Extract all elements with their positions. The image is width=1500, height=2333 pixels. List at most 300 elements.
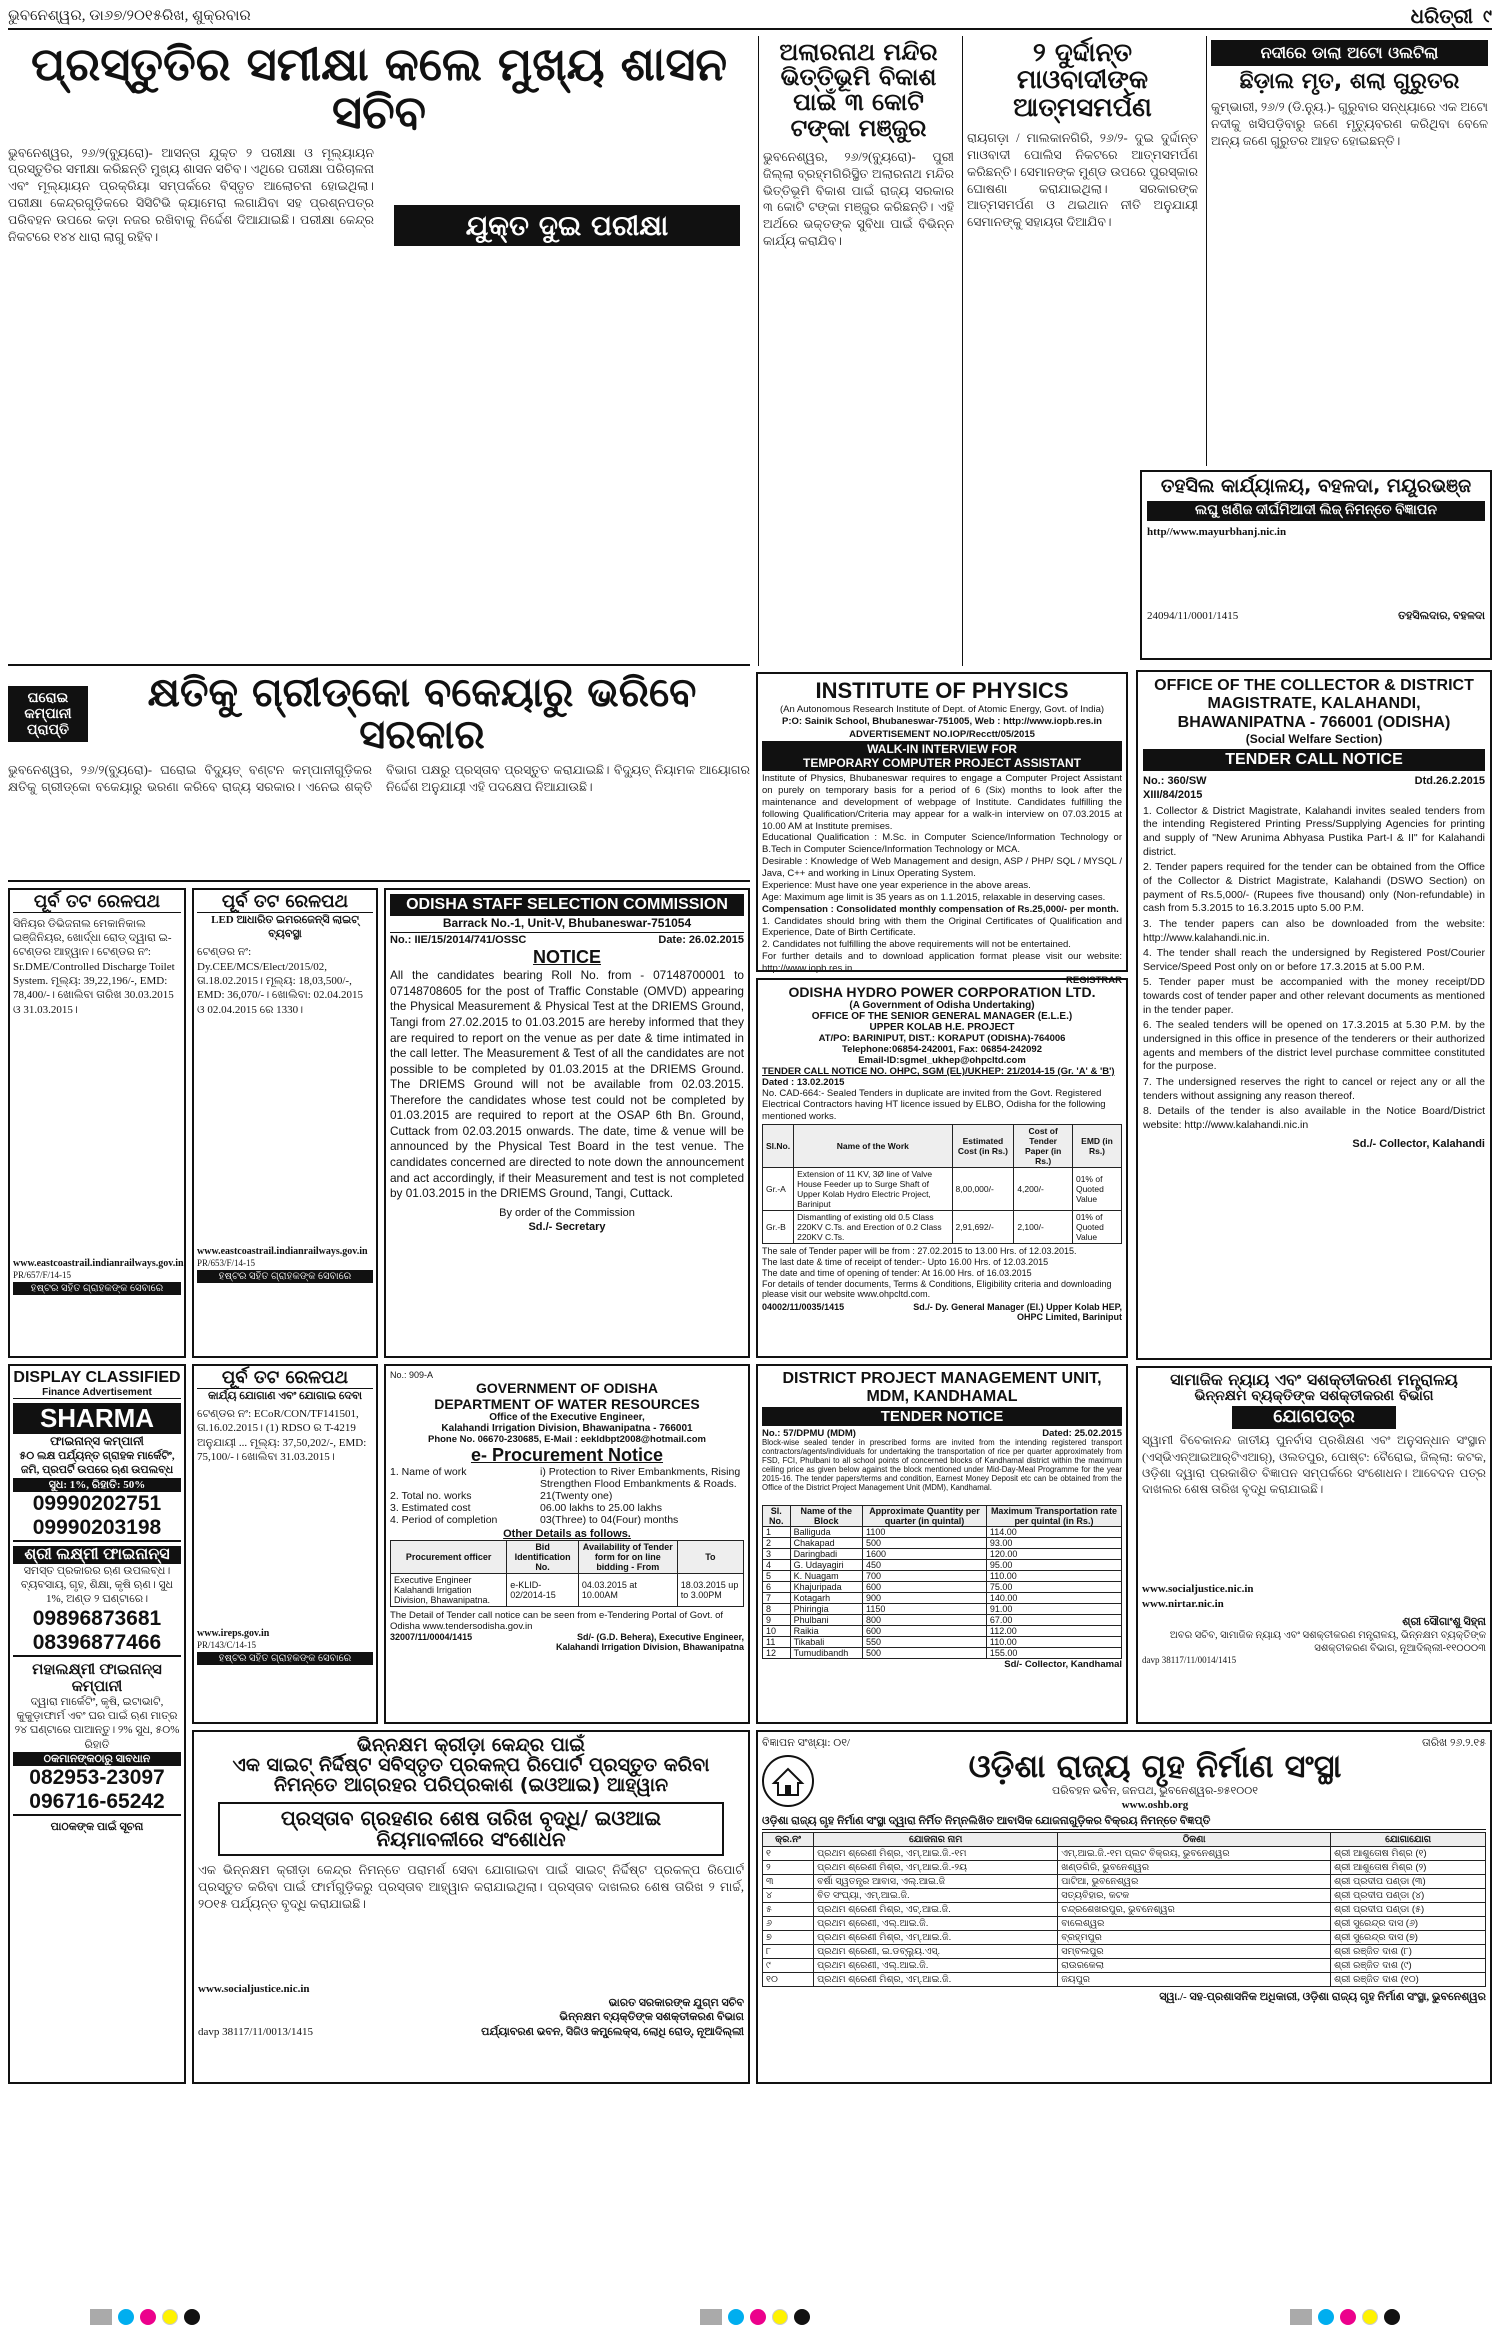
- accident-kicker: ନଦୀରେ ଡାଲା ଅଟୋ ଓଲଟିଲା: [1211, 40, 1488, 66]
- ossc-date: Date: 26.02.2015: [658, 934, 744, 946]
- table-cell: ୧୦: [763, 1972, 814, 1986]
- table-cell: Khajuripada: [790, 1582, 862, 1593]
- registration-marks-right: [1290, 2309, 1400, 2327]
- table-cell: ବାଲେଶ୍ୱର: [1058, 1916, 1331, 1930]
- kalahandi-no2: XIII/84/2015: [1143, 789, 1203, 802]
- social-davp: davp 38117/11/0014/1415: [1142, 1655, 1237, 1666]
- table-cell: ବର୍ଷା ସ୍ୱତନ୍ତ୍ର ଆବାସ, ଏଲ୍‌.ଆଇ.ଜି: [814, 1874, 1058, 1888]
- kandhamal-sign: Sd/- Collector, Kandhamal: [1004, 1659, 1122, 1671]
- ecor2-foot: ହଷ୍ଟର ସହିତ ଗ୍ରାହକଙ୍କ ସେବାରେ: [197, 1270, 373, 1283]
- dowr-field-value: 03(Three) to 04(Four) months: [540, 1514, 679, 1526]
- table-header-cell: Sl.No.: [763, 1125, 794, 1168]
- table-row: [763, 1168, 1122, 1211]
- cyan-dot-icon: [728, 2309, 744, 2325]
- magenta-dot-icon: [140, 2309, 156, 2325]
- dowr-field-value: i) Protection to River Embankments, Rising Strengthen Flood Embankments & Roads.: [540, 1466, 741, 1490]
- iop-age: Age: Maximum age limit is 35 years as on 1.1.2015, relaxable in deserving cases.: [762, 891, 1106, 903]
- ecor3-title: ପୂର୍ବ ତଟ ରେଳପଥ: [197, 1369, 373, 1389]
- table-row: [763, 1972, 1486, 1986]
- osha-web[interactable]: www.oshb.org: [1121, 1799, 1189, 1812]
- table-cell: Gr.-A: [763, 1168, 794, 1211]
- table-cell: ରାଉରକେଲା: [1058, 1958, 1331, 1972]
- grid-kicker: ଘରୋଇ କମ୍ପାନୀ ପ୍ରାପ୍ତି: [8, 686, 88, 742]
- maoist-headline: ୨ ଦୁର୍ଦ୍ଦାନ୍ତ ମାଓବାଦୀଙ୍କ ଆତ୍ମସମର୍ପଣ: [1013, 38, 1152, 123]
- table-cell: 8,00,000/-: [952, 1168, 1014, 1211]
- osha-sign: ସ୍ୱା./- ସହ-ପ୍ରଶାସନିକ ଅଧିକାରୀ, ଓଡ଼ିଶା ରାଜ୍ୟ ଗୃହ ନିର୍ମାଣ ସଂସ୍ଥା, ଭୁବନେଶ୍ୱର: [1159, 1990, 1486, 2003]
- table-row: [763, 1874, 1486, 1888]
- table-row: [763, 1846, 1486, 1860]
- ecor-ad-1: [8, 888, 186, 1358]
- osha-intro: ଓଡ଼ିଶା ରାଜ୍ୟ ଗୃହ ନିର୍ମାଣ ସଂସ୍ଥା ଦ୍ୱାରା ନିର୍ମିତ ନିମ୍ନଲିଖିତ ଆବାସିକ ଯୋଜନାଗୁଡ଼ିକର ବିକ୍ରୟ ନିମନ୍ତେ ବିଜ୍ଞପ୍ତି: [762, 1814, 1486, 1829]
- kalahandi-banner: TENDER CALL NOTICE: [1143, 749, 1485, 771]
- table-cell: ଶ୍ରୀ ରଞ୍ଜିତ ଦାଶ (୯): [1331, 1958, 1486, 1972]
- ecor3-ref: PR/143/C/14-15: [197, 1640, 257, 1651]
- table-cell: ପ୍ରଥମ ଶ୍ରେଣୀ, ଇ.ଡବ୍ଲ୍ୟୁ.ଏସ୍‌.: [814, 1944, 1058, 1958]
- table-header-row: [763, 1832, 1486, 1846]
- ossc-body: All the candidates bearing Roll No. from - 07148700001 to 07148708605 for the post of Traffic Constable (OMVD) appearing the Physical Measurement & Physical Test at the DRIEMS Ground, Tangi from 27.02.2015 to 01.03.2015 are hereby informed that they are required to report on the venue as per date & time intimated in the call letter. The Measurement & Test of all the candidates are not possible to be completed by 01.03.2015 at the DRIEMS Ground. The DRIEMS Ground will not be available from 02.03.2015. Therefore the candidates whose test could not be completed by 01.03.2015 are required to report at the OSAP 6th Bn. Ground, Cuttack from 02.03.2015 onwards. The date, time & venue will be announced by the Physical Test Board in the test venue. The candidates concerned are directed to note down the announcement and act accordingly, if their Measurement and test is not completed by 01.03.2015 in the DRIEMS Ground, Tangi, Cuttack.: [390, 968, 744, 1201]
- table-cell: 110.00: [986, 1571, 1121, 1582]
- table-header-cell: କ୍ର.ନଂ: [763, 1832, 814, 1846]
- dowr-field-key: 4. Period of completion: [390, 1514, 498, 1526]
- table-cell: ସମ୍ବଲପୁର: [1058, 1944, 1331, 1958]
- table-row: [763, 1538, 1122, 1549]
- table-cell: 18.03.2015 up to 3.00PM: [677, 1574, 743, 1607]
- grid-headline: କ୍ଷତିକୁ ଗ୍ରୀଡ୍କୋ ବକେୟାରୁ ଭରିବେ ସରକାର: [147, 670, 697, 758]
- ossc-order: By order of the Commission: [499, 1206, 635, 1219]
- table-cell: 900: [863, 1593, 987, 1604]
- table-row: [763, 1648, 1122, 1659]
- table-cell: 2: [763, 1538, 791, 1549]
- grid-story: [8, 672, 750, 882]
- yellow-dot-icon: [162, 2309, 178, 2325]
- maha-body: ଦ୍ୱାରା ମାର୍କେଟିଂ, କୃଷି, ଇଟାଭାଟି, କୁକୁଡ଼ାଫାର୍ମ ଏବଂ ଘର ପାଇଁ ଋଣ ମାତ୍ର ୨୪ ଘଣ୍ଟାରେ ପାଆନ୍ତୁ। ୨% ସୁଧ, ୫୦% ରିହାତି: [14, 1695, 180, 1751]
- table-cell: 91.00: [986, 1604, 1121, 1615]
- tahasil-ad: [1140, 470, 1492, 660]
- sharma-phone-2[interactable]: 09990203198: [13, 1516, 181, 1542]
- table-cell: ଶ୍ରୀ ପ୍ରଦୀପ ପଣ୍ଡା (୫): [1331, 1902, 1486, 1916]
- table-cell: ଶ୍ରୀ ରଞ୍ଜିତ ଦାଶ (୧୦): [1331, 1972, 1486, 1986]
- ecor3-web[interactable]: www.ireps.gov.in: [197, 1628, 270, 1640]
- yellow-dot-icon: [1362, 2309, 1378, 2325]
- table-cell: 110.00: [986, 1637, 1121, 1648]
- iop-desirable: Desirable : Knowledge of Web Management and design, ASP / PHP/ SQL / MYSQL / Java, C++ and working in Linux Operating System.: [762, 856, 1122, 880]
- dowr-addr: Kalahandi Irrigation Division, Bhawanipatna - 766001: [441, 1423, 693, 1434]
- maha-name: ମହାଲକ୍ଷ୍ମୀ ଫାଇନାନ୍ସ କମ୍ପାନୀ: [32, 1660, 162, 1695]
- table-row: [391, 1574, 744, 1607]
- table-cell: Daringbadi: [790, 1549, 862, 1560]
- laxmi-name: ଶ୍ରୀ ଲକ୍ଷ୍ମୀ ଫାଇନାନ୍ସ: [13, 1546, 181, 1564]
- header-brand: [1411, 4, 1492, 28]
- table-cell: 2,100/-: [1014, 1211, 1073, 1244]
- table-header-cell: Maximum Transportation rate per quintal (in Rs.): [986, 1506, 1121, 1527]
- dowr-title-2: DEPARTMENT OF WATER RESOURCES: [434, 1396, 700, 1412]
- table-cell: 8: [763, 1604, 791, 1615]
- table-cell: 04.03.2015 at 10.00AM: [578, 1574, 677, 1607]
- laxmi-phone-1[interactable]: 09896873681: [32, 1606, 162, 1630]
- table-cell: Phulbani: [790, 1615, 862, 1626]
- table-header-cell: Availability of Tender form for on line bidding - From: [578, 1541, 677, 1574]
- table-header-cell: Name of the Block: [790, 1506, 862, 1527]
- registration-marks: [90, 2309, 200, 2327]
- lead-col2: [384, 145, 750, 705]
- ecor2-ref: PR/653/F/14-15: [197, 1258, 256, 1269]
- social-sign-name: ଶ୍ରୀ ସୌଗାଂଶୁ ସିହ୍ନା: [1402, 1615, 1486, 1628]
- table-row: [763, 1527, 1122, 1538]
- dowr-field-row: [390, 1502, 744, 1514]
- table-cell: ଶ୍ରୀ ପ୍ରଦୀପ ପଣ୍ଡା (୩): [1331, 1874, 1486, 1888]
- table-cell: ବ୍ରହ୍ମପୁର: [1058, 1930, 1331, 1944]
- table-cell: K. Nuagam: [790, 1571, 862, 1582]
- table-cell: 11: [763, 1637, 791, 1648]
- table-cell: 1: [763, 1527, 791, 1538]
- kandhamal-tender: [756, 1364, 1128, 1724]
- table-cell: ପାଟିଆ, ଭୁବନେଶ୍ୱର: [1058, 1874, 1331, 1888]
- grid-body: ଭୁବନେଶ୍ୱର, ୨୬/୨(ବ୍ୟୁରୋ)- ଘରୋଇ ବିଦ୍ୟୁତ୍ ବଣ୍ଟନ କମ୍ପାନୀଗୁଡ଼ିକର କ୍ଷତିକୁ ଗ୍ରୀଡ୍କୋ ବକେୟାରୁ ଭରଣା କରିବେ ରାଜ୍ୟ ସରକାର। ଏନେଇ ଶକ୍ତି ବିଭାଗ ପକ୍ଷରୁ ପ୍ରସ୍ତାବ ପ୍ରସ୍ତୁତ କରାଯାଇଛି। ବିଦ୍ୟୁତ୍ ନିୟାମକ ଆୟୋଗର ନିର୍ଦ୍ଦେଶ ଅନୁଯାୟୀ ଏହି ପଦକ୍ଷେପ ନିଆଯାଉଛି।: [8, 763, 750, 794]
- ohpc-foot1: The sale of Tender paper will be from : 27.02.2015 to 13.00 Hrs. of 12.03.2015.: [762, 1246, 1077, 1257]
- ecor2-web[interactable]: www.eastcoastrail.indianrailways.gov.in: [197, 1246, 368, 1258]
- dowr-field-row: [390, 1466, 744, 1490]
- ossc-addr: Barrack No.-1, Unit-V, Bhubaneswar-751054: [442, 916, 692, 930]
- kandhamal-body: Block-wise sealed tender in prescribed forms are invited from the intending registered transport contractors/agents/individuals for undertaking the transportation of rice per quarter approximately from FSD, FCI, Phulbani to all school points of concerned blocks of Kandhamal district within the maximum ceiling price as given below against the block mentioned under Mid-Day-Meal Programme for the year 2015-16. The tender papers/terms and condition, Earnest Money Deposit etc can be obtained from the Office of the District Project Management Unit (MDM), Kandhamal.: [762, 1439, 1122, 1492]
- dowr-sign: Sd/- (G.D. Behera), Executive Engineer, Kalahandi Irrigation Division, Bhawanipatna: [555, 1632, 744, 1652]
- ohpc-title: ODISHA HYDRO POWER CORPORATION LTD.: [788, 984, 1096, 1000]
- dowr-field-key: 1. Name of work: [390, 1466, 467, 1478]
- social-sign-body: ଅବର ସଚିବ, ସାମାଜିକ ନ୍ୟାୟ ଏବଂ ସଶକ୍ତୀକରଣ ମନ୍ତ୍ରାଳୟ, ଭିନ୍ନକ୍ଷମ ବ୍ୟକ୍ତିଙ୍କ ସଶକ୍ତୀକରଣ ବିଭାଗ, ନୂଆଦିଲ୍ଲୀ-୧୧୦୦୦୩: [1169, 1630, 1486, 1655]
- iop-ad: [756, 672, 1128, 986]
- lead-body-col1: [8, 145, 374, 705]
- table-row: [763, 1958, 1486, 1972]
- ossc-banner: NOTICE: [532, 947, 601, 968]
- dowr-field-value: 21(Twenty one): [540, 1490, 613, 1502]
- dowr-table: [390, 1540, 744, 1607]
- dowr-field-value: 06.00 lakhs to 25.00 lakhs: [540, 1502, 663, 1514]
- table-cell: ୩: [763, 1874, 814, 1888]
- table-row: [763, 1888, 1486, 1902]
- table-cell: ଶ୍ରୀ ଆଶୁତୋଷ ମିଶ୍ର (୧): [1331, 1846, 1486, 1860]
- table-row: [763, 1582, 1122, 1593]
- table-cell: 4: [763, 1560, 791, 1571]
- table-cell: ୭: [763, 1930, 814, 1944]
- sports-sign-1: ଭାରତ ସରକାରଙ୍କ ଯୁଗ୍ମ ସଚିବ: [608, 1997, 744, 2010]
- maoist-body: ରାୟଗଡ଼ା / ମାଲକାନଗିରି, ୨୬/୨- ଦୁଇ ଦୁର୍ଦ୍ଦାନ୍ତ ମାଓବାଦୀ ପୋଲିସ ନିକଟରେ ଆତ୍ମସମର୍ପଣ କରିଛନ୍ତି। ସେମାନଙ୍କ ମୁଣ୍ଡ ଉପରେ ପୁରସ୍କାର ଘୋଷଣା କରାଯାଇଥିଲା। ସରକାରଙ୍କ ଆତ୍ମସମର୍ପଣ ଓ ଥଇଥାନ ନୀତି ଅନୁଯାୟୀ ସେମାନଙ୍କୁ ସହାୟତା ଦିଆଯିବ।: [967, 130, 1198, 230]
- ohpc-date: Dated : 13.02.2015: [762, 1077, 845, 1088]
- ossc-title: ODISHA STAFF SELECTION COMMISSION: [390, 894, 744, 916]
- laxmi-body: ସମସ୍ତ ପ୍ରକାରର ଋଣ ଉପଲବ୍ଧ। ବ୍ୟବସାୟ, ଗୃହ, ଶିକ୍ଷା, କୃଷି ଋଣ। ସୁଧ 1%, ଅଣ୍ଡ ୨ ଘଣ୍ଟାରେ।: [20, 1564, 174, 1606]
- table-header-cell: Cost of Tender Paper (in Rs.): [1014, 1125, 1073, 1168]
- ohpc-proj: UPPER KOLAB H.E. PROJECT: [869, 1022, 1015, 1033]
- ohpc-email: Email-ID:sgmel_ukhep@ohpcltd.com: [858, 1055, 1026, 1066]
- sports-eoi-ad: [192, 1730, 750, 2084]
- table-cell: ପ୍ରଥମ ଶ୍ରେଣୀ, ଏଲ୍‌.ଆଇ.ଜି.: [814, 1916, 1058, 1930]
- black-dot-icon: [794, 2309, 810, 2325]
- table-cell: ୪: [763, 1888, 814, 1902]
- social-sub: ଭିନ୍ନକ୍ଷମ ବ୍ୟକ୍ତିଙ୍କ ସଶକ୍ତୀକରଣ ବିଭାଗ: [1194, 1387, 1434, 1404]
- table-cell: 1600: [863, 1549, 987, 1560]
- classified-sub: Finance Advertisement: [13, 1387, 181, 1399]
- kandhamal-title: DISTRICT PROJECT MANAGEMENT UNIT, MDM, KANDHAMAL: [782, 1370, 1102, 1405]
- table-cell: Extension of 11 KV, 3Ø line of Valve House Feeder up to Surge Shaft of Upper Kolab Hydro Electric Project, Bariniput: [794, 1168, 952, 1211]
- table-cell: Tumudibandh: [790, 1648, 862, 1659]
- iop-note2: 2. Candidates not fulfilling the above requirements will not be entertained.: [762, 939, 1071, 951]
- tahasil-sign: ତହସିଲଦାର, ବହଳଦା: [1398, 610, 1485, 623]
- ohpc-footer: [762, 1246, 1122, 1300]
- table-header-row: [763, 1125, 1122, 1168]
- maha-phone-1[interactable]: 082953-23097: [29, 1766, 165, 1790]
- dowr-details-head: Other Details as follows.: [503, 1528, 631, 1540]
- table-cell: 12: [763, 1648, 791, 1659]
- dowr-banner: e- Procurement Notice: [470, 1445, 664, 1465]
- table-row: [763, 1637, 1122, 1648]
- table-header-cell: Sl. No.: [763, 1506, 791, 1527]
- table-row: [763, 1571, 1122, 1582]
- page-number: ୯: [1483, 5, 1492, 26]
- sports-banner: ପ୍ରସ୍ତାବ ଗ୍ରହଣର ଶେଷ ତାରିଖ ବୃଦ୍ଧି/ ଇଓଆଇ ନିୟମାବଳୀରେ ସଂଶୋଧନ: [218, 1802, 724, 1856]
- table-cell: ୯: [763, 1958, 814, 1972]
- table-cell: Chakapad: [790, 1538, 862, 1549]
- sports-body: ଏକ ଭିନ୍ନକ୍ଷମ କ୍ରୀଡ଼ା କେନ୍ଦ୍ର ନିମନ୍ତେ ପରାମର୍ଶ ସେବା ଯୋଗାଇବା ପାଇଁ ସାଇଟ୍ ନିର୍ଦ୍ଦିଷ୍ଟ ପ୍ରକଳ୍ପ ରିପୋର୍ଟ ପ୍ରସ୍ତୁତ କରିବା ପାଇଁ ଫାର୍ମଗୁଡ଼ିକରୁ ପ୍ରସ୍ତାବ ଆହ୍ୱାନ କରାଯାଇଥିଲା। ପ୍ରସ୍ତାବ ଦାଖଲର ଶେଷ ତାରିଖ ୨ ମାର୍ଚ୍ଚ, ୨୦୧୫ ପର୍ଯ୍ୟନ୍ତ ବୃଦ୍ଧି କରାଯାଇଛି।: [198, 1862, 744, 1911]
- sharma-body: ୫୦ ଲକ୍ଷ ପର୍ଯ୍ୟନ୍ତ ଗ୍ରାହକ ମାର୍କେଟିଂ, ଜମି, ପ୍ରପର୍ଟି ଉପରେ ଋଣ ଉପଲବ୍ଧ: [19, 1450, 175, 1477]
- grey-block-icon: [700, 2309, 722, 2325]
- page-header: [8, 4, 1492, 30]
- iop-body: Institute of Physics, Bhubaneswar requires to engage a Computer Project Assistant on purely on temporary basis for a period of 6 (Six) months to look after the maintenance and development of webpage of Institute. Candidates fulfilling the following Qualification/Criteria may appear for a walk-in interview on 07.03.2015 at 10.00 AM at Institute premises.: [762, 773, 1122, 832]
- kalahandi-item: 7. The undersigned reserves the right to cancel or reject any or all the tenders without assigning any reason thereof.: [1143, 1075, 1485, 1102]
- dowr-field-key: 3. Estimated cost: [390, 1502, 471, 1514]
- table-cell: 114.00: [986, 1527, 1121, 1538]
- table-cell: ପ୍ରଥମ ଶ୍ରେଣୀ ମିଶ୍ର, ଏମ୍‌.ଆଇ.ଜି.: [814, 1930, 1058, 1944]
- ohpc-table: [762, 1124, 1122, 1244]
- classified-title: DISPLAY CLASSIFIED: [13, 1369, 181, 1386]
- dowr-phone: Phone No. 06670-230685, E-Mail : eekldbpt2008@hotmail.com: [427, 1434, 706, 1445]
- grey-block-icon: [1290, 2309, 1312, 2325]
- table-row: [763, 1560, 1122, 1571]
- table-header-cell: Procurement officer: [391, 1541, 507, 1574]
- table-cell: ପ୍ରଥମ ଶ୍ରେଣୀ, ଏଲ୍‌.ଆଇ.ଜି.: [814, 1958, 1058, 1972]
- ecor2-sub: LED ଆଧାରିତ ଇମରଜେନ୍ସି ଲାଇଟ୍ ବ୍ୟବସ୍ଥା: [211, 913, 359, 941]
- table-cell: 155.00: [986, 1648, 1121, 1659]
- table-cell: 01% of Quoted Value: [1072, 1168, 1121, 1211]
- kalahandi-item: 8. Details of the tender is also available in the Notice Board/District website: http://www.kalahandi.nic.in: [1143, 1105, 1485, 1131]
- table-cell: 4,200/-: [1014, 1168, 1073, 1211]
- table-cell: Executive Engineer Kalahandi Irrigation Division, Bhawanipatna.: [391, 1574, 507, 1607]
- tahasil-url[interactable]: http//www.mayurbhanj.nic.in: [1147, 525, 1287, 538]
- table-row: [763, 1944, 1486, 1958]
- table-row: [763, 1615, 1122, 1626]
- kalahandi-item: 3. The tender papers can also be downloaded from the website: http://www.kalahandi.nic.in.: [1143, 917, 1485, 944]
- kandhamal-banner: TENDER NOTICE: [762, 1407, 1122, 1426]
- ecor1-web[interactable]: www.eastcoastrail.indianrailways.gov.in: [13, 1257, 184, 1269]
- tahasil-ref: 24094/11/0001/1415: [1147, 610, 1239, 623]
- ecor1-title: ପୂର୍ବ ତଟ ରେଳପଥ: [13, 893, 181, 913]
- masthead-logo: ଧରିତ୍ରୀ: [1410, 4, 1474, 28]
- ohpc-foot4: For details of tender documents, Terms & Conditions, Eligibility criteria and downloading please visit our website www.ohpcltd.com.: [762, 1278, 1112, 1300]
- table-cell: ୧: [763, 1846, 814, 1860]
- table-cell: 140.00: [986, 1593, 1121, 1604]
- table-cell: ଶ୍ରୀ ଆଶୁତୋଷ ମିଶ୍ର (୨): [1331, 1860, 1486, 1874]
- table-cell: 6: [763, 1582, 791, 1593]
- alarnath-headline: ଅଲାରନାଥ ମନ୍ଦିର ଭିତ୍ତିଭୂମି ବିକାଶ ପାଇଁ ୩ କୋଟି ଟଙ୍କା ମଞ୍ଜୁର: [779, 38, 938, 142]
- sports-addr: ପର୍ଯ୍ୟାବରଣ ଭବନ, ସିଜିଓ କମ୍ପ୍ଲେକ୍ସ, ଲୋଧି ରୋଡ୍, ନୂଆଦିଲ୍ଲୀ: [481, 2025, 744, 2038]
- registration-marks-center: [700, 2309, 810, 2327]
- laxmi-phone-2[interactable]: 08396877466: [13, 1631, 181, 1657]
- lead-body-text: ଭୁବନେଶ୍ୱର, ୨୬/୨(ବ୍ୟୁରୋ)- ଆସନ୍ତା ଯୁକ୍ତ ୨ ପରୀକ୍ଷା ଓ ମୂଲ୍ୟାୟନ ପ୍ରସ୍ତୁତିର ସମୀକ୍ଷା କରିଛନ୍ତି ମୁଖ୍ୟ ଶାସନ ସଚିବ। ଏଥିରେ ପରୀକ୍ଷା ପରିଚାଳନା ଏବଂ ମୂଲ୍ୟାୟନ ପ୍ରକ୍ରିୟା ସମ୍ପର୍କରେ ବିସ୍ତୃତ ଆଲୋଚନା ହୋଇଥିଲା। ପରୀକ୍ଷା କେନ୍ଦ୍ରଗୁଡ଼ିକରେ ସିସିଟିଭି କ୍ୟାମେରା ଲଗାଯିବା ସହ ପ୍ରଶ୍ନପତ୍ର ପରିବହନ ଉପରେ କଡ଼ା ନଜର ରଖିବାକୁ ନିର୍ଦ୍ଦେଶ ଦିଆଯାଇଛି। ପରୀକ୍ଷା କେନ୍ଦ୍ର ନିକଟରେ ୧୪୪ ଧାରା ଲାଗୁ ରହିବ।: [8, 145, 374, 244]
- black-dot-icon: [184, 2309, 200, 2325]
- sharma-sub: ଫାଇନାନ୍ସ କମ୍ପାନୀ: [50, 1434, 144, 1448]
- dowr-no: No.: 909-A: [390, 1370, 434, 1380]
- iop-note3: For further details and to download application format please visit our website: http://www.iopb.res.in: [762, 951, 1122, 975]
- table-cell: 95.00: [986, 1560, 1121, 1571]
- osha-emblem-icon: [762, 1755, 814, 1807]
- tahasil-title: ତହସିଲ କାର୍ଯ୍ୟାଳୟ, ବହଳଦା, ମୟୂରଭଞ୍ଜ: [1160, 475, 1472, 497]
- ossc-notice: [384, 888, 750, 1358]
- maha-warn: ଠକମାନଙ୍କଠାରୁ ସାବଧାନ: [13, 1752, 181, 1766]
- table-cell: 500: [863, 1648, 987, 1659]
- table-cell: 67.00: [986, 1615, 1121, 1626]
- table-cell: ୫: [763, 1902, 814, 1916]
- table-row: [763, 1593, 1122, 1604]
- social-web-2[interactable]: www.nirtar.nic.in: [1142, 1597, 1224, 1610]
- table-cell: Phiringia: [790, 1604, 862, 1615]
- sports-title-3: ନିମନ୍ତେ ଆଗ୍ରହର ପରିପ୍ରକାଶ (ଇଓଆଇ) ଆହ୍ୱାନ: [273, 1773, 669, 1796]
- table-cell: 550: [863, 1637, 987, 1648]
- iop-exp: Experience: Must have one year experience in the above areas.: [762, 879, 1031, 891]
- social-title: ସାମାଜିକ ନ୍ୟାୟ ଏବଂ ସଶକ୍ତୀକରଣ ମନ୍ତ୍ରାଳୟ: [1170, 1370, 1458, 1389]
- iop-comp: Compensation : Consolidated monthly compensation of Rs.25,000/- per month.: [762, 903, 1119, 915]
- ohpc-ref: 04002/11/0035/1415: [762, 1302, 845, 1313]
- ecor3-foot: ହଷ୍ଟର ସହିତ ଗ୍ରାହକଙ୍କ ସେବାରେ: [197, 1652, 373, 1665]
- table-cell: ଶ୍ରୀ ପ୍ରଦୀପ ପଣ୍ଡା (୪): [1331, 1888, 1486, 1902]
- table-cell: ୨: [763, 1860, 814, 1874]
- sports-davp: davp 38117/11/0013/1415: [198, 2025, 313, 2038]
- dowr-field-row: [390, 1514, 744, 1526]
- kalahandi-item: 2. Tender papers required for the tender can be obtained from the Office of the Collector & District Magistrate, Kalahandi (DSWO Section) on payment of Rs.5,000/- (Rupees five thousand) only (Non-refundable) in cash from 5.3.2015 to 16.3.2015 upto 5.00 P.M.: [1143, 861, 1485, 915]
- kalahandi-date: Dtd.26.2.2015: [1414, 775, 1485, 788]
- table-cell: ଚନ୍ଦ୍ରଶେଖରପୁର, ଭୁବନେଶ୍ୱର: [1058, 1902, 1331, 1916]
- table-cell: 112.00: [986, 1626, 1121, 1637]
- table-cell: ଜୟପୁର: [1058, 1972, 1331, 1986]
- table-cell: 9: [763, 1615, 791, 1626]
- table-cell: 450: [863, 1560, 987, 1571]
- ohpc-office: OFFICE OF THE SENIOR GENERAL MANAGER (E.L.E.): [811, 1011, 1073, 1022]
- osha-title: ଓଡ଼ିଶା ରାଜ୍ୟ ଗୃହ ନିର୍ମାଣ ସଂସ୍ଥା: [968, 1747, 1342, 1786]
- sports-web[interactable]: www.socialjustice.nic.in: [198, 1982, 310, 1995]
- table-row: [763, 1211, 1122, 1244]
- magenta-dot-icon: [750, 2309, 766, 2325]
- alarnath-body: ଭୁବନେଶ୍ୱର, ୨୬/୨(ବ୍ୟୁରୋ)- ପୁରୀ ଜିଲ୍ଲା ବ୍ରହ୍ମଗିରିସ୍ଥିତ ଅଲାରନାଥ ମନ୍ଦିର ଭିତ୍ତିଭୂମି ବିକାଶ ପାଇଁ ରାଜ୍ୟ ସରକାର ୩ କୋଟି ଟଙ୍କା ମଞ୍ଜୁର କରିଛନ୍ତି। ଏହି ଅର୍ଥରେ ଭକ୍ତଙ୍କ ସୁବିଧା ପାଇଁ ବିଭିନ୍ନ କାର୍ଯ୍ୟ କରାଯିବ।: [763, 149, 954, 249]
- kandhamal-table: [762, 1505, 1122, 1659]
- table-row: [763, 1604, 1122, 1615]
- iop-qual: Educational Qualification : M.Sc. in Computer Science/Information Technology or B.Tech in Computer Science/Information Technology or MCA.: [762, 832, 1122, 856]
- kalahandi-item: 4. The tender shall reach the undersigned by Registered Post/Courier Service/Speed Post only on or before 17.3.2015 at 5.00 P.M.: [1143, 947, 1485, 973]
- table-header-cell: EMD (in Rs.): [1072, 1125, 1121, 1168]
- iop-banner-1: WALK-IN INTERVIEW FOR: [867, 742, 1017, 757]
- table-row: [763, 1626, 1122, 1637]
- lead-story: [8, 36, 750, 666]
- sports-title-1: ଭିନ୍ନକ୍ଷମ କ୍ରୀଡ଼ା କେନ୍ଦ୍ର ପାଇଁ: [356, 1734, 586, 1756]
- table-cell: 01% of Quoted Value: [1072, 1211, 1121, 1244]
- table-cell: 500: [863, 1538, 987, 1549]
- kalahandi-title: OFFICE OF THE COLLECTOR & DISTRICT MAGISTRATE, KALAHANDI, BHAWANIPATNA - 766001 (ODISHA): [1154, 677, 1474, 731]
- dowr-field-row: [390, 1490, 744, 1502]
- social-web-1[interactable]: www.socialjustice.nic.in: [1142, 1583, 1254, 1596]
- ecor-ad-3: [192, 1364, 378, 1724]
- social-body: ସ୍ୱାମୀ ବିବେକାନନ୍ଦ ଜାତୀୟ ପୁନର୍ବାସ ପ୍ରଶିକ୍ଷଣ ଏବଂ ଅନୁସନ୍ଧାନ ସଂସ୍ଥାନ (ଏସ୍‌ଭିଏନ୍‌ଆଇଆର୍‌ଟିଏଆର୍), ଓଲତପୁର, ପୋଷ୍ଟ: ବୈରୋଇ, ଜିଲ୍ଲା: କଟକ, ଓଡ଼ିଶା ଦ୍ୱାରା ପ୍ରକାଶିତ ବିଜ୍ଞାପନ ସମ୍ପର୍କରେ ସଂଶୋଧନ। ଆବେଦନ ପତ୍ର ଦାଖଲର ଶେଷ ତାରିଖ ବୃଦ୍ଧି କରାଯାଇଛି।: [1142, 1433, 1486, 1496]
- table-cell: 120.00: [986, 1549, 1121, 1560]
- sharma-phone-1[interactable]: 09990202751: [32, 1491, 162, 1515]
- table-cell: ଶ୍ରୀ ସୁରେନ୍ଦ୍ର ଦାସ (୬): [1331, 1916, 1486, 1930]
- kalahandi-tender: [1136, 670, 1492, 1360]
- maha-phone-2[interactable]: 096716-65242: [13, 1790, 181, 1816]
- dowr-field-key: 2. Total no. works: [390, 1490, 472, 1502]
- dowr-foot: The Detail of Tender call notice can be seen from e-Tendering Portal of Govt. of Odisha www.tendersodisha.gov.in: [390, 1610, 724, 1632]
- table-row: [763, 1902, 1486, 1916]
- ossc-no: No.: IIE/15/2014/741/OSSC: [390, 934, 527, 946]
- table-cell: 93.00: [986, 1538, 1121, 1549]
- table-header-cell: Approximate Quantity per quarter (in quintal): [863, 1506, 987, 1527]
- table-cell: 10: [763, 1626, 791, 1637]
- table-cell: 700: [863, 1571, 987, 1582]
- ecor1-body: ସିନିୟର ଡିଭିଜନାଲ ମେକାନିକାଲ ଇଞ୍ଜିନିୟର, ଖୋର୍ଦ୍ଧା ରୋଡ୍ ଦ୍ୱାରା ଇ-ଟେଣ୍ଡର ଆହ୍ୱାନ। ଟେଣ୍ଡର ନଂ: Sr.DME/Controlled Discharge Toilet System. ମୂଲ୍ୟ: 39,22,196/-, EMD: 78,400/-। ଖୋଲିବା ତାରିଖ 30.03.2015 ଓ 31.03.2015।: [13, 917, 175, 1016]
- osha-table: [762, 1832, 1486, 1987]
- table-header-cell: Name of the Work: [794, 1125, 952, 1168]
- table-header-cell: ଯୋଜନାର ନାମ: [814, 1832, 1058, 1846]
- table-cell: ଶ୍ରୀ ସୁରେନ୍ଦ୍ର ଦାସ (୭): [1331, 1930, 1486, 1944]
- iop-sub2: P:O: Sainik School, Bhubaneswar-751005, Web : http://www.iopb.res.in: [782, 716, 1102, 728]
- table-cell: 1100: [863, 1527, 987, 1538]
- ecor1-ref: PR/657/F/14-15: [13, 1269, 72, 1280]
- accident-headline: ଛିଡ଼ାଲ ମୃତ, ଶଲା ଗୁରୁତର: [1239, 69, 1460, 94]
- social-justice-ad: [1136, 1366, 1492, 1724]
- iop-body-block: [762, 773, 1122, 987]
- table-cell: 600: [863, 1626, 987, 1637]
- table-cell: ବିତ ସଂଘ୍ୟା, ଏମ୍‌.ଆଇ.ଜି.: [814, 1888, 1058, 1902]
- table-cell: e-KLID-02/2014-15: [507, 1574, 579, 1607]
- magenta-dot-icon: [1340, 2309, 1356, 2325]
- ohpc-notice-no: TENDER CALL NOTICE NO. OHPC, SGM (EL)/UKHEP: 21/2014-15 (Gr. 'A' & 'B'): [762, 1066, 1115, 1077]
- dowr-office: Office of the Executive Engineer,: [489, 1412, 645, 1423]
- table-cell: ପ୍ରଥମ ଶ୍ରେଣୀ ମିଶ୍ର, ଏମ୍‌.ଆଇ.ଜି.-୨ୟ: [814, 1860, 1058, 1874]
- table-header-cell: To: [677, 1541, 743, 1574]
- table-cell: ପ୍ରଥମ ଶ୍ରେଣୀ ମିଶ୍ର, ଏମ୍‌.ଆଇ.ଜି.: [814, 1972, 1058, 1986]
- table-cell: 800: [863, 1615, 987, 1626]
- kalahandi-item: 5. Tender paper must be accompanied with the money receipt/DD towards cost of tender paper and other relevant documents as mentioned in the tender paper.: [1143, 976, 1485, 1016]
- table-cell: 2,91,692/-: [952, 1211, 1014, 1244]
- table-row: [763, 1916, 1486, 1930]
- table-cell: 5: [763, 1571, 791, 1582]
- accident-body: କୁମ୍ଭାରୀ, ୨୬/୨ (ଡି.ନ୍ୟୁ.)- ଗୁରୁବାର ସନ୍ଧ୍ୟାରେ ଏକ ଅଟୋ ନଦୀକୁ ଖସିପଡ଼ିବାରୁ ଜଣେ ମୃତ୍ୟୁବରଣ କରିଥିବା ବେଳେ ଅନ୍ୟ ଜଣେ ଗୁରୁତର ଆହତ ହୋଇଛନ୍ତି।: [1211, 100, 1488, 148]
- kalahandi-item: 1. Collector & District Magistrate, Kalahandi invites sealed tenders from the intending Registered Printing Press/Supplying Agencies for printing and supply of "New Arunima Abhyasa Pustika Part-I & II" for Kalahandi district.: [1143, 804, 1485, 858]
- table-header-row: [763, 1506, 1122, 1527]
- table-cell: ପ୍ରଥମ ଶ୍ରେଣୀ ମିଶ୍ର, ଏଚ୍‌.ଆଇ.ଜି.: [814, 1902, 1058, 1916]
- ecor2-body: ଟେଣ୍ଡର ନଂ: Dy.CEE/MCS/Elect/2015/02, ତା.18.02.2015। ମୂଲ୍ୟ: 18,03,500/-, EMD: 36,070/-। ଖୋଲିବା: 02.04.2015 ଓ 02.04.2015 ରେ 1330।: [197, 946, 364, 1016]
- kalahandi-items: [1143, 805, 1485, 1133]
- table-cell: 1150: [863, 1604, 987, 1615]
- black-dot-icon: [1384, 2309, 1400, 2325]
- table-cell: ଖଣ୍ଡଗିରି, ଭୁବନେଶ୍ୱର: [1058, 1860, 1331, 1874]
- yellow-dot-icon: [772, 2309, 788, 2325]
- iop-sign: REGISTRAR: [1066, 974, 1122, 986]
- table-header-row: [391, 1541, 744, 1574]
- table-header-cell: Bid Identification No.: [507, 1541, 579, 1574]
- table-row: [763, 1860, 1486, 1874]
- table-cell: 75.00: [986, 1582, 1121, 1593]
- dowr-ref: 32007/11/0004/1415: [390, 1632, 473, 1642]
- iop-banner-2: TEMPORARY COMPUTER PROJECT ASSISTANT: [802, 756, 1082, 771]
- dowr-notice: [384, 1364, 750, 1724]
- tahasil-subtitle: ଲଘୁ ଖଣିଜ ଦୀର୍ଘମିଆଦୀ ଲିଜ୍ ନିମନ୍ତେ ବିଜ୍ଞାପନ: [1147, 501, 1485, 521]
- classified-column: [8, 1364, 186, 2084]
- ohpc-body: No. CAD-664:- Sealed Tenders in duplicate are invited from the Govt. Registered Electrical Contractors having HT licence issued by ELBO, Odisha for the following mentioned works.: [762, 1088, 1106, 1122]
- table-cell: 7: [763, 1593, 791, 1604]
